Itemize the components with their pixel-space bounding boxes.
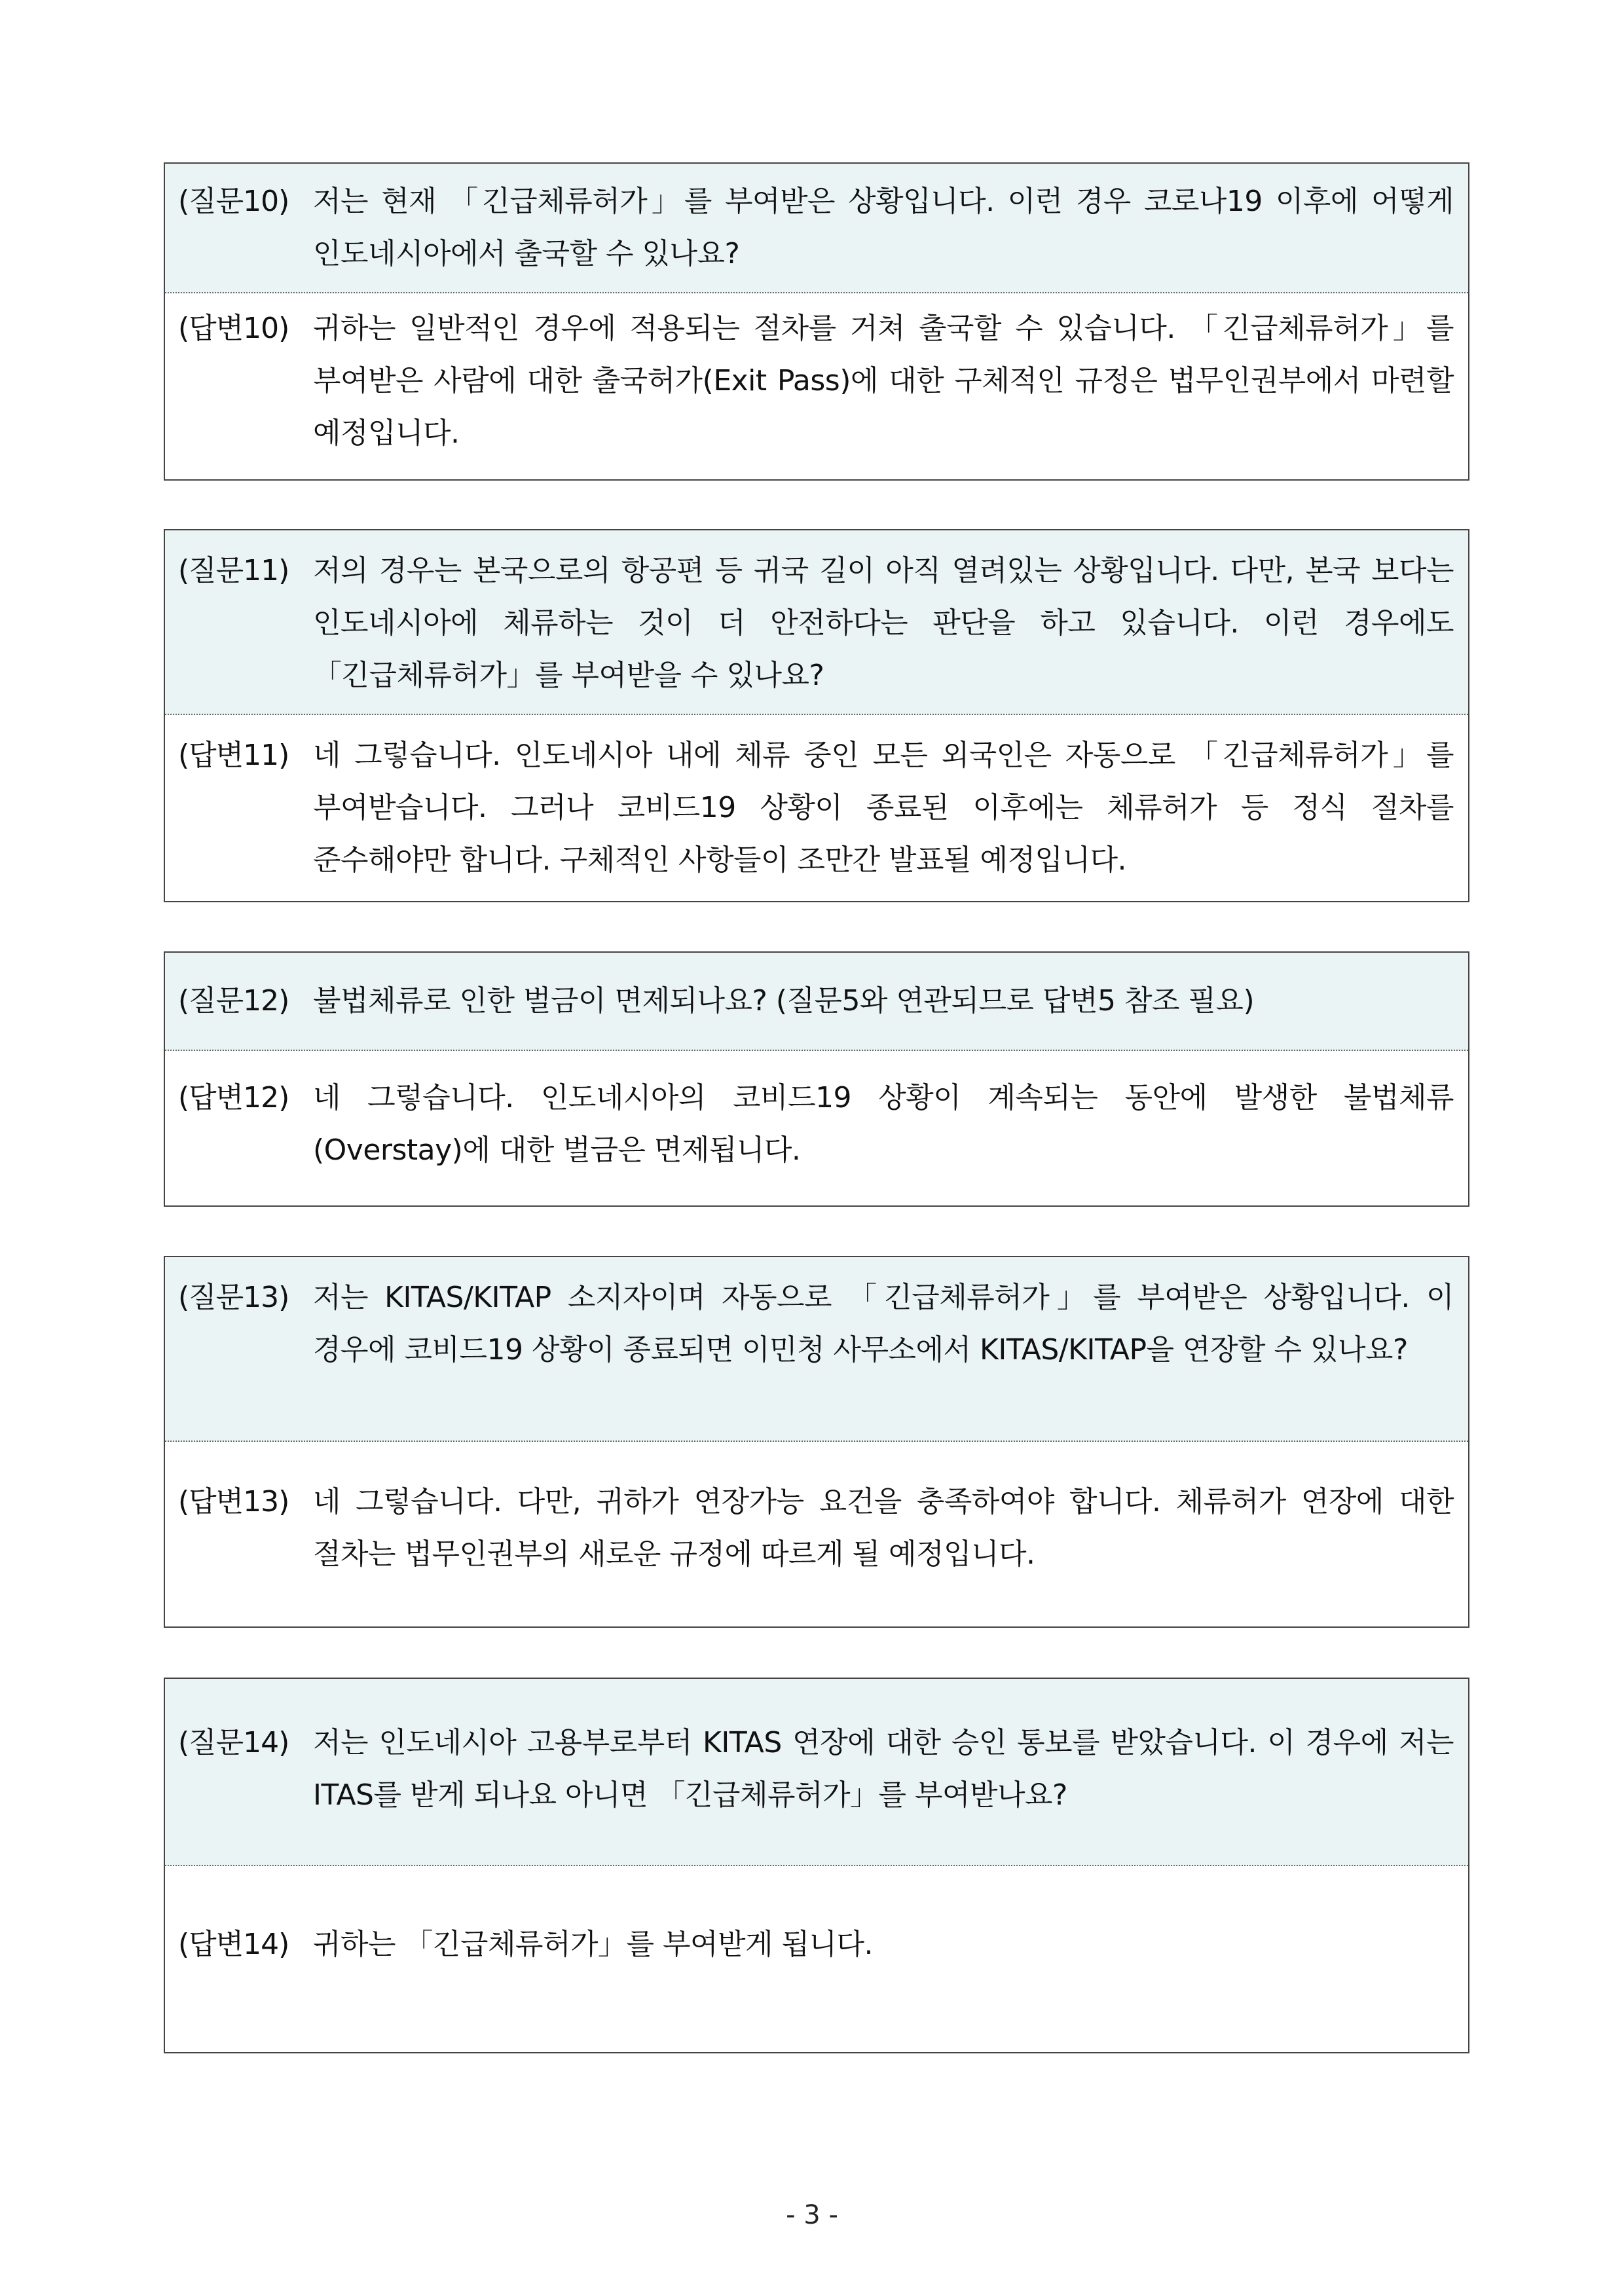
answer-label-10: (답변10) [178,312,289,345]
answer-text-10: 귀하는 일반적인 경우에 적용되는 절차를 거쳐 출국할 수 있습니다. 「긴급체류허가」를 부여받은 사람에 대한 출국허가(Exit Pass)에 대한 구체적인 규정은 법무인권부에서 마련할 예정입니다. [313,312,1454,450]
question-block-14 [165,1679,1468,1866]
question-row-11 [165,545,1468,714]
qa-box-11 [164,529,1469,902]
question-row-10 [165,175,1468,292]
answer-row-10 [165,303,1468,479]
question-row-12 [165,975,1468,1050]
qa-box-12 [164,951,1469,1207]
question-row-14 [165,1717,1468,1865]
answer-text-13: 네 그렇습니다. 다만, 귀하가 연장가능 요건을 충족하여야 합니다. 체류허가 연장에 대한 절차는 법무인권부의 새로운 규정에 따르게 될 예정입니다. [313,1485,1454,1571]
qa-box-13 [164,1256,1469,1628]
answer-text-11: 네 그렇습니다. 인도네시아 내에 체류 중인 모든 외국인은 자동으로 「긴급체류허가」를 부여받습니다. 그러나 코비드19 상황이 종료된 이후에는 체류허가 등 정식 절차를 준수해야만 합니다. 구체적인 사항들이 조만간 발표될 예정입니다. [313,739,1454,877]
answer-row-11 [165,729,1468,901]
answer-text-14: 귀하는 「긴급체류허가」를 부여받게 됩니다. [313,1928,874,1961]
page-number: - 3 - [786,2200,838,2230]
question-row-13 [165,1272,1468,1441]
question-label-10: (질문10) [178,185,289,218]
question-text-13: 저는 KITAS/KITAP 소지자이며 자동으로 「긴급체류허가」를 부여받은 상황입니다. 이 경우에 코비드19 상황이 종료되면 이민청 사무소에서 KITAS/KITAP을 연장할 수 있나요? [313,1281,1454,1367]
answer-row-13 [165,1476,1468,1626]
question-text-14: 저는 인도네시아 고용부로부터 KITAS 연장에 대한 승인 통보를 받았습니다. 이 경우에 저는 ITAS를 받게 되나요 아니면 「긴급체류허가」를 부여받나요? [313,1726,1454,1812]
question-label-13: (질문13) [178,1281,289,1314]
question-label-12: (질문12) [178,984,289,1018]
question-block-11 [165,530,1468,715]
answer-label-13: (답변13) [178,1485,289,1518]
answer-label-12: (답변12) [178,1081,289,1114]
question-label-11: (질문11) [178,554,289,587]
question-block-13 [165,1257,1468,1442]
question-text-10: 저는 현재 「긴급체류허가」를 부여받은 상황입니다. 이런 경우 코로나19 이후에 어떻게 인도네시아에서 출국할 수 있나요? [313,185,1454,270]
answer-row-12 [165,1072,1468,1205]
answer-block-10 [165,293,1468,479]
qa-box-14 [164,1678,1469,2053]
qa-box-10 [164,162,1469,481]
answer-block-14 [165,1866,1468,2052]
answer-block-13 [165,1442,1468,1626]
question-text-12: 불법체류로 인한 벌금이 면제되나요? (질문5와 연관되므로 답변5 참조 필요) [313,984,1255,1018]
question-block-10 [165,164,1468,293]
answer-label-14: (답변14) [178,1928,289,1961]
question-label-14: (질문14) [178,1726,289,1759]
answer-text-12: 네 그렇습니다. 인도네시아의 코비드19 상황이 계속되는 동안에 발생한 불법체류(Overstay)에 대한 벌금은 면제됩니다. [313,1081,1454,1167]
question-text-11: 저의 경우는 본국으로의 항공편 등 귀국 길이 아직 열려있는 상황입니다. 다만, 본국 보다는 인도네시아에 체류하는 것이 더 안전하다는 판단을 하고 있습니다. 이런 경우에도 「긴급체류허가」를 부여받을 수 있나요? [313,554,1454,692]
question-block-12 [165,953,1468,1051]
answer-row-14 [165,1919,1468,2052]
answer-label-11: (답변11) [178,739,289,772]
answer-block-11 [165,715,1468,901]
answer-block-12 [165,1051,1468,1205]
